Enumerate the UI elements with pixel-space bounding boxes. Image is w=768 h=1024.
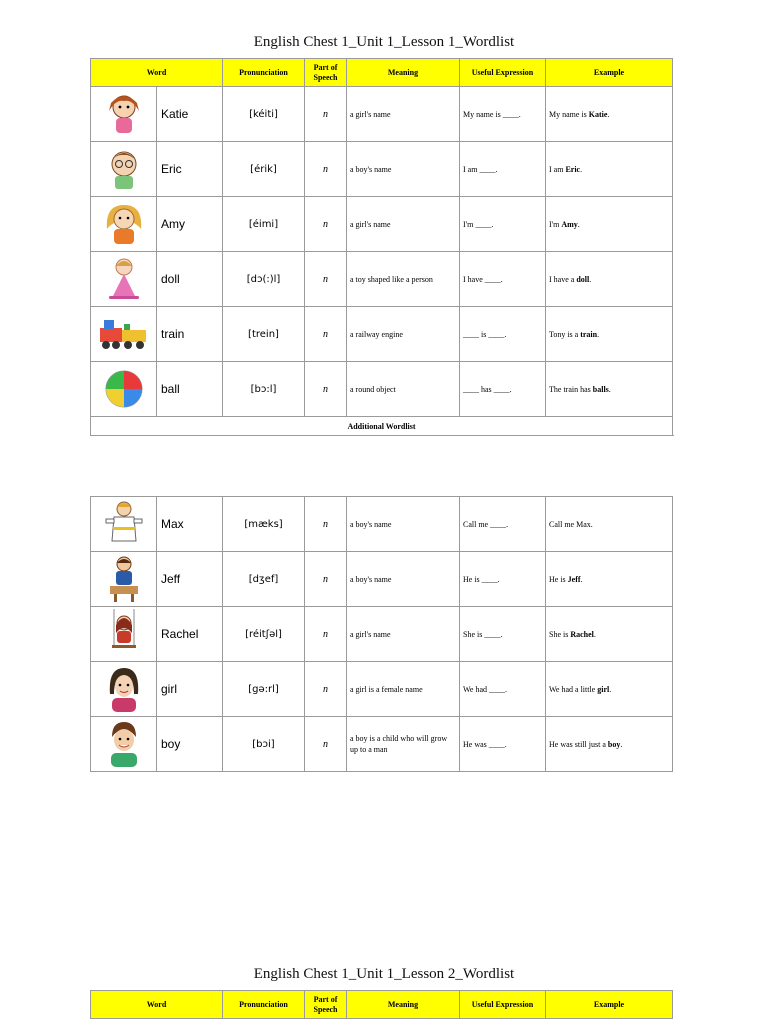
lesson1-wordlist-table — [90, 58, 673, 436]
table-row — [91, 252, 673, 307]
col-header-part-of-speech: Part of Speech — [305, 59, 347, 87]
lesson2-title: English Chest 1_Unit 1_Lesson 2_Wordlist — [253, 966, 515, 982]
part-of-speech-cell: n — [305, 252, 347, 307]
example-cell: Call me Max. — [546, 497, 673, 552]
example-cell: She is Rachel. — [546, 607, 673, 662]
example-cell: I have a doll. — [546, 252, 673, 307]
col-header-word: Word — [91, 59, 223, 87]
picture-cell — [91, 362, 157, 417]
pronunciation-cell: [bɔi] — [223, 717, 305, 772]
col-header-part-of-speech: Part of Speech — [305, 991, 347, 1019]
part-of-speech-cell: n — [305, 142, 347, 197]
toy-train-icon — [91, 307, 157, 361]
example-cell: I am Eric. — [546, 142, 673, 197]
pronunciation-cell: [érik] — [223, 142, 305, 197]
table-row — [91, 497, 673, 552]
table-row — [91, 362, 673, 417]
col-header-pronunciation: Pronunciation — [223, 59, 305, 87]
useful-expression-cell: ____ has ____. — [460, 362, 546, 417]
meaning-cell: a girl's name — [347, 87, 460, 142]
table-row — [91, 142, 673, 197]
col-header-meaning: Meaning — [347, 59, 460, 87]
picture-cell — [91, 552, 157, 607]
word-cell: Rachel — [157, 607, 223, 662]
table-row — [91, 607, 673, 662]
picture-cell — [91, 307, 157, 362]
meaning-cell: a girl's name — [347, 607, 460, 662]
girl-photo-icon — [91, 662, 157, 716]
meaning-cell: a railway engine — [347, 307, 460, 362]
useful-expression-cell: He is ____. — [460, 552, 546, 607]
col-header-word: Word — [91, 991, 223, 1019]
part-of-speech-cell: n — [305, 662, 347, 717]
example-cell: He was still just a boy. — [546, 717, 673, 772]
useful-expression-cell: I am ____. — [460, 142, 546, 197]
picture-cell — [91, 607, 157, 662]
part-of-speech-cell: n — [305, 497, 347, 552]
useful-expression-cell: My name is ____. — [460, 87, 546, 142]
word-cell: Amy — [157, 197, 223, 252]
pronunciation-cell: [bɔ:l] — [223, 362, 305, 417]
picture-cell — [91, 252, 157, 307]
table-row — [91, 307, 673, 362]
word-cell: doll — [157, 252, 223, 307]
table-row — [91, 197, 673, 252]
example-cell: My name is Katie. — [546, 87, 673, 142]
additional-wordlist-table — [90, 496, 673, 772]
pronunciation-cell: [mæks] — [223, 497, 305, 552]
part-of-speech-cell: n — [305, 717, 347, 772]
useful-expression-cell: I have ____. — [460, 252, 546, 307]
rachel-girl-swing-icon — [91, 607, 157, 661]
word-cell: train — [157, 307, 223, 362]
col-header-example: Example — [546, 991, 673, 1019]
lesson2-wordlist-table — [90, 990, 673, 1019]
katie-girl-cartoon-icon — [91, 87, 157, 141]
doll-icon — [91, 252, 157, 306]
pronunciation-cell: [trein] — [223, 307, 305, 362]
pronunciation-cell: [gə:rl] — [223, 662, 305, 717]
meaning-cell: a round object — [347, 362, 460, 417]
additional-wordlist-label: Additional Wordlist — [91, 417, 673, 436]
useful-expression-cell: He was ____. — [460, 717, 546, 772]
jeff-boy-sitting-icon — [91, 552, 157, 606]
amy-girl-cartoon-icon — [91, 197, 157, 251]
additional-wordlist-row — [91, 417, 673, 436]
picture-cell — [91, 497, 157, 552]
pronunciation-cell: [éimi] — [223, 197, 305, 252]
useful-expression-cell: She is ____. — [460, 607, 546, 662]
word-cell: Katie — [157, 87, 223, 142]
pronunciation-cell: [kéiti] — [223, 87, 305, 142]
example-cell: We had a little girl. — [546, 662, 673, 717]
example-cell: The train has balls. — [546, 362, 673, 417]
part-of-speech-cell: n — [305, 197, 347, 252]
meaning-cell: a boy is a child who will grow up to a man — [347, 717, 460, 772]
example-cell: Tony is a train. — [546, 307, 673, 362]
word-cell: Eric — [157, 142, 223, 197]
picture-cell — [91, 662, 157, 717]
table-row — [91, 717, 673, 772]
useful-expression-cell: We had ____. — [460, 662, 546, 717]
word-cell: Jeff — [157, 552, 223, 607]
meaning-cell: a boy's name — [347, 497, 460, 552]
col-header-useful-expression: Useful Expression — [460, 59, 546, 87]
picture-cell — [91, 717, 157, 772]
useful-expression-cell: ____ is ____. — [460, 307, 546, 362]
beach-ball-icon — [91, 362, 157, 416]
picture-cell — [91, 87, 157, 142]
word-cell: boy — [157, 717, 223, 772]
part-of-speech-cell: n — [305, 552, 347, 607]
example-cell: He is Jeff. — [546, 552, 673, 607]
boy-photo-icon — [91, 717, 157, 771]
col-header-example: Example — [546, 59, 673, 87]
example-cell: I'm Amy. — [546, 197, 673, 252]
meaning-cell: a boy's name — [347, 142, 460, 197]
picture-cell — [91, 142, 157, 197]
meaning-cell: a girl's name — [347, 197, 460, 252]
pronunciation-cell: [dʒef] — [223, 552, 305, 607]
max-karate-boy-icon — [91, 497, 157, 551]
table-row — [91, 552, 673, 607]
col-header-useful-expression: Useful Expression — [460, 991, 546, 1019]
header-row — [91, 59, 673, 87]
picture-cell — [91, 197, 157, 252]
table-row — [91, 87, 673, 142]
part-of-speech-cell: n — [305, 607, 347, 662]
lesson1-title: English Chest 1_Unit 1_Lesson 1_Wordlist — [253, 34, 515, 50]
meaning-cell: a toy shaped like a person — [347, 252, 460, 307]
word-cell: girl — [157, 662, 223, 717]
col-header-meaning: Meaning — [347, 991, 460, 1019]
word-cell: Max — [157, 497, 223, 552]
col-header-pronunciation: Pronunciation — [223, 991, 305, 1019]
part-of-speech-cell: n — [305, 362, 347, 417]
header-row — [91, 991, 673, 1019]
table-row — [91, 662, 673, 717]
pronunciation-cell: [réitʃəl] — [223, 607, 305, 662]
useful-expression-cell: Call me ____. — [460, 497, 546, 552]
eric-boy-cartoon-icon — [91, 142, 157, 196]
meaning-cell: a girl is a female name — [347, 662, 460, 717]
word-cell: ball — [157, 362, 223, 417]
pronunciation-cell: [dɔ(:)l] — [223, 252, 305, 307]
useful-expression-cell: I'm ____. — [460, 197, 546, 252]
part-of-speech-cell: n — [305, 87, 347, 142]
part-of-speech-cell: n — [305, 307, 347, 362]
meaning-cell: a boy's name — [347, 552, 460, 607]
